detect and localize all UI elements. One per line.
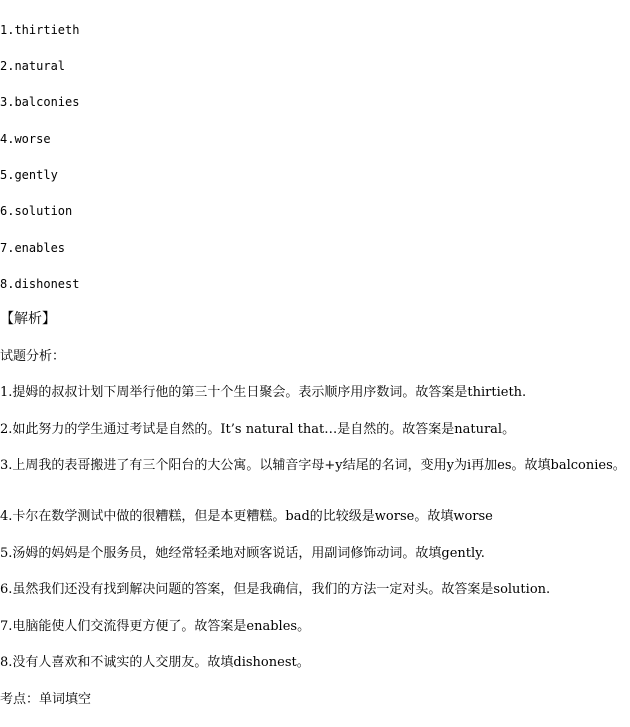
- explanation-7: 7.电脑能使人们交流得更方便了。故答案是enables。: [0, 619, 311, 634]
- answer-8: 8.dishonest: [0, 277, 80, 291]
- explanation-8: 8.没有人喜欢和不诚实的人交朋友。故填dishonest。: [0, 655, 310, 670]
- explanation-4: 4.卡尔在数学测试中做的很糟糕，但是本更糟糕。bad的比较级是worse。故填worse: [0, 509, 493, 524]
- explanation-3: 3.上周我的表哥搬进了有三个阳台的大公寓。以辅音字母+y结尾的名词，变用y为i再加es。故填balconies。: [0, 458, 626, 473]
- answer-5: 5.gently: [0, 168, 58, 182]
- answer-3: 3.balconies: [0, 95, 80, 109]
- answer-1: 1.thirtieth: [0, 23, 80, 37]
- answer-4: 4.worse: [0, 132, 51, 146]
- explanation-6: 6.虽然我们还没有找到解决问题的答案，但是我确信，我们的方法一定对头。故答案是solution.: [0, 582, 551, 597]
- analysis-intro: 试题分析：: [0, 349, 66, 364]
- answer-6: 6.solution: [0, 204, 73, 218]
- kaodian-label: 考点：单词填空: [0, 692, 92, 707]
- answer-7: 7.enables: [0, 241, 66, 255]
- explanation-1: 1.提姆的叔叔计划下周举行他的第三十个生日聚会。表示顺序用序数词。故答案是thirtieth.: [0, 385, 527, 400]
- explanation-5: 5.汤姆的妈妈是个服务员，她经常轻柔地对顾客说话，用副词修饰动词。故填gently.: [0, 546, 485, 561]
- explanation-2: 2.如此努力的学生通过考试是自然的。It’s natural that…是自然的。故答案是natural。: [0, 422, 516, 437]
- answer-2: 2.natural: [0, 59, 66, 73]
- analysis-heading: 【解析】: [0, 311, 56, 327]
